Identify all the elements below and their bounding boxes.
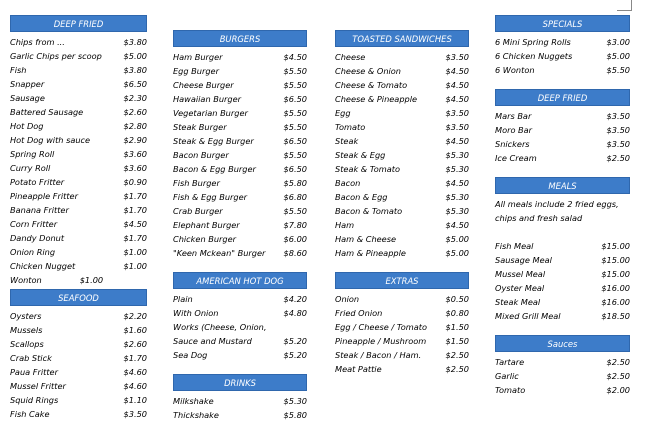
- item-price: $4.50: [445, 66, 469, 76]
- menu-item: [495, 49, 630, 63]
- item-price: $4.60: [123, 367, 147, 377]
- item-name: Egg: [335, 108, 351, 118]
- item-price: $4.50: [445, 178, 469, 188]
- item-price: $5.00: [445, 248, 469, 258]
- menu-item: [10, 175, 147, 189]
- item-price: $5.30: [445, 206, 469, 216]
- spacer: [173, 362, 307, 374]
- item-price: $4.50: [445, 80, 469, 90]
- item-name: Elephant Burger: [173, 220, 240, 230]
- menu-item: [495, 63, 630, 77]
- item-name: Cheese & Tomato: [335, 80, 408, 90]
- item-name: Mussel Meal: [495, 269, 546, 279]
- menu-item: [335, 190, 469, 204]
- menu-item: [173, 64, 307, 78]
- item-name: Garlic: [495, 371, 519, 381]
- menu-item: [173, 218, 307, 232]
- item-price: $3.80: [123, 65, 147, 75]
- menu-item: [495, 123, 630, 137]
- item-price: $6.50: [283, 164, 307, 174]
- item-price: $1.60: [123, 325, 147, 335]
- item-name: "Keen Mckean" Burger: [173, 248, 266, 258]
- item-name: Meat Pattie: [335, 364, 382, 374]
- spacer: [495, 225, 630, 239]
- spacer: [495, 323, 630, 335]
- item-price: $1.00: [123, 247, 147, 257]
- spacer: [495, 77, 630, 89]
- menu-item: [10, 35, 147, 49]
- item-price: $4.50: [445, 220, 469, 230]
- section-header-burgers: BURGERS: [173, 30, 307, 47]
- item-price: $5.00: [445, 234, 469, 244]
- item-name: Plain: [173, 294, 193, 304]
- menu-item: [335, 320, 469, 334]
- item-name: Steak Burger: [173, 122, 227, 132]
- menu-item: [173, 292, 307, 306]
- item-price: $0.90: [123, 177, 147, 187]
- menu-item: [10, 245, 147, 259]
- item-name: Oysters: [10, 311, 42, 321]
- item-price: $1.10: [123, 395, 147, 405]
- item-name: Oyster Meal: [495, 283, 545, 293]
- item-price: $4.50: [123, 219, 147, 229]
- item-price: $2.60: [123, 339, 147, 349]
- item-price: $4.50: [445, 136, 469, 146]
- menu-item: [495, 35, 630, 49]
- menu-item: [173, 190, 307, 204]
- menu-item: [10, 393, 147, 407]
- item-name: Chips from ...: [10, 37, 65, 47]
- item-name: Snapper: [10, 79, 45, 89]
- item-price: $0.50: [445, 294, 469, 304]
- section-header-specials: SPECIALS: [495, 15, 630, 32]
- item-name: Fish & Egg Burger: [173, 192, 247, 202]
- item-name: Pineapple Fritter: [10, 191, 78, 201]
- menu-item: [173, 162, 307, 176]
- menu-item: [173, 78, 307, 92]
- item-name: Spring Roll: [10, 149, 55, 159]
- menu-item: [335, 334, 469, 348]
- item-price: $5.80: [283, 410, 307, 420]
- item-name: Mussels: [10, 325, 43, 335]
- menu-item: [335, 246, 469, 260]
- menu-item: [10, 119, 147, 133]
- item-name: Ham & Cheese: [335, 234, 397, 244]
- item-name: Steak: [335, 136, 359, 146]
- section-header-drinks: DRINKS: [173, 374, 307, 391]
- item-name: Scallops: [10, 339, 44, 349]
- menu-item: [10, 323, 147, 337]
- item-name: Ice Cream: [495, 153, 537, 163]
- item-name: Fish: [10, 65, 27, 75]
- spacer: [173, 260, 307, 272]
- section-header-extras: EXTRAS: [335, 272, 469, 289]
- item-price: $4.80: [283, 308, 307, 318]
- item-price: $5.30: [445, 192, 469, 202]
- item-price: $15.00: [601, 269, 630, 279]
- item-price: $6.00: [283, 234, 307, 244]
- item-name: Paua Fritter: [10, 367, 58, 377]
- menu-item: [495, 267, 630, 281]
- menu-item: [335, 204, 469, 218]
- item-name: Steak / Bacon / Ham.: [335, 350, 422, 360]
- menu-item: [495, 309, 630, 323]
- item-name: Banana Fritter: [10, 205, 69, 215]
- item-name: Bacon & Tomato: [335, 206, 403, 216]
- item-name: Sauce and Mustard: [173, 336, 252, 346]
- item-name: Works (Cheese, Onion,: [173, 322, 267, 332]
- menu-item: [335, 64, 469, 78]
- section-header-toasted-sandwiches: TOASTED SANDWICHES: [335, 30, 469, 47]
- item-name: Pineapple / Mushroom: [335, 336, 427, 346]
- item-price: $1.50: [445, 336, 469, 346]
- item-price: $3.50: [606, 139, 630, 149]
- item-name: Fish Burger: [173, 178, 220, 188]
- item-price: $3.60: [123, 163, 147, 173]
- menu-item: [173, 232, 307, 246]
- item-price: $5.00: [606, 51, 630, 61]
- item-name: Curry Roll: [10, 163, 51, 173]
- item-price: $16.00: [601, 297, 630, 307]
- item-price: $5.30: [283, 396, 307, 406]
- menu-item: [335, 120, 469, 134]
- item-name: Ham: [335, 220, 355, 230]
- menu-item: [335, 218, 469, 232]
- menu-item: [10, 91, 147, 105]
- menu-item: [173, 246, 307, 260]
- section-items-extras: [335, 292, 469, 376]
- menu-item: [495, 239, 630, 253]
- item-name: Tomato: [335, 122, 366, 132]
- item-price: $5.30: [445, 164, 469, 174]
- item-price: $2.60: [123, 107, 147, 117]
- item-price: $4.50: [283, 52, 307, 62]
- item-name: Thickshake: [173, 410, 219, 420]
- item-price: $5.00: [123, 51, 147, 61]
- item-name: Fish Meal: [495, 241, 534, 251]
- section-header-seafood: SEAFOOD: [10, 289, 147, 306]
- item-price: $5.50: [283, 80, 307, 90]
- menu-item: [173, 176, 307, 190]
- section-items-meals: [495, 239, 630, 323]
- section-header-deep-fried: DEEP FRIED: [10, 15, 147, 32]
- menu-item: [10, 63, 147, 77]
- item-name: Bacon & Egg: [335, 192, 388, 202]
- item-name: Chicken Burger: [173, 234, 237, 244]
- menu-item: [10, 161, 147, 175]
- menu-item: [335, 50, 469, 64]
- item-price: $2.50: [445, 364, 469, 374]
- item-price: $3.50: [123, 409, 147, 419]
- item-name: Steak & Egg Burger: [173, 136, 254, 146]
- section-header-deep-fried-desserts: DEEP FRIED: [495, 89, 630, 106]
- item-price: $5.50: [606, 65, 630, 75]
- item-price: $15.00: [601, 241, 630, 251]
- menu-item: [335, 92, 469, 106]
- item-name: Sea Dog: [173, 350, 208, 360]
- menu-item: [173, 120, 307, 134]
- item-price: $5.50: [283, 206, 307, 216]
- item-price: $4.20: [283, 294, 307, 304]
- item-name: Mars Bar: [495, 111, 532, 121]
- item-name: Fried Onion: [335, 308, 383, 318]
- item-price: $5.50: [283, 108, 307, 118]
- menu-item: [10, 273, 147, 287]
- menu-item: [173, 148, 307, 162]
- item-price: $2.80: [123, 121, 147, 131]
- item-price: $2.30: [123, 93, 147, 103]
- item-name: 6 Wonton: [495, 65, 535, 75]
- section-items-drinks: [173, 394, 307, 422]
- section-items-toasted-sandwiches: [335, 50, 469, 260]
- item-price: $2.00: [606, 385, 630, 395]
- menu-item: [173, 306, 307, 320]
- menu-item: [335, 148, 469, 162]
- menu-item: [335, 348, 469, 362]
- item-price: $5.50: [283, 66, 307, 76]
- item-price: $5.50: [283, 150, 307, 160]
- menu-item: [495, 383, 630, 397]
- item-price: $3.50: [445, 122, 469, 132]
- column-4: [495, 15, 630, 397]
- item-name: Moro Bar: [495, 125, 533, 135]
- item-price: $1.70: [123, 205, 147, 215]
- item-name: Chicken Nugget: [10, 261, 76, 271]
- item-name: Egg Burger: [173, 66, 219, 76]
- item-name: 6 Mini Spring Rolls: [495, 37, 571, 47]
- menu-item: [173, 334, 307, 348]
- menu-item: [10, 231, 147, 245]
- item-name: Steak & Tomato: [335, 164, 401, 174]
- spacer: [495, 165, 630, 177]
- menu-item: [173, 50, 307, 64]
- column-2: [173, 30, 307, 422]
- menu-item: [335, 78, 469, 92]
- menu-item: [335, 362, 469, 376]
- item-name: Crab Stick: [10, 353, 52, 363]
- menu-item: [335, 232, 469, 246]
- item-name: Hot Dog: [10, 121, 44, 131]
- section-header-american-hot-dog: AMERICAN HOT DOG: [173, 272, 307, 289]
- menu-item: [173, 348, 307, 362]
- item-price: $4.50: [445, 94, 469, 104]
- column-3: [335, 30, 469, 376]
- item-price: $2.20: [123, 311, 147, 321]
- item-name: Garlic Chips per scoop: [10, 51, 102, 61]
- item-price: $2.90: [123, 135, 147, 145]
- item-name: Cheese & Pineapple: [335, 94, 418, 104]
- menu-item: [495, 355, 630, 369]
- item-price: $3.60: [123, 149, 147, 159]
- menu-item: [495, 253, 630, 267]
- menu-item: [10, 147, 147, 161]
- item-price: $3.50: [606, 125, 630, 135]
- item-name: Cheese & Onion: [335, 66, 401, 76]
- item-name: Milkshake: [173, 396, 214, 406]
- menu-item: [335, 162, 469, 176]
- item-price: $1.00: [123, 261, 147, 271]
- item-price: $5.30: [445, 150, 469, 160]
- item-name: Hot Dog with sauce: [10, 135, 91, 145]
- section-items-burgers: [173, 50, 307, 260]
- item-name: Sausage Meal: [495, 255, 552, 265]
- menu-item: [10, 133, 147, 147]
- item-price: $3.50: [606, 111, 630, 121]
- menu-item: [10, 407, 147, 421]
- item-name: Battered Sausage: [10, 107, 84, 117]
- item-price: $4.60: [123, 381, 147, 391]
- item-price: $1.70: [123, 233, 147, 243]
- item-price: $1.70: [123, 191, 147, 201]
- item-price: $3.50: [445, 108, 469, 118]
- item-price: $7.80: [283, 220, 307, 230]
- item-name: Bacon: [335, 178, 361, 188]
- item-name: Fish Cake: [10, 409, 50, 419]
- page-corner-mark: [617, 0, 632, 11]
- menu-item: [335, 176, 469, 190]
- meals-note: All meals include 2 fried eggs, chips and fresh salad: [495, 199, 619, 223]
- item-name: Bacon Burger: [173, 150, 229, 160]
- item-name: Cheese Burger: [173, 80, 234, 90]
- item-price: $1.70: [123, 353, 147, 363]
- item-price: $1.00: [79, 275, 104, 285]
- menu-item: [173, 320, 307, 334]
- menu-item: [10, 49, 147, 63]
- item-price: $1.50: [445, 322, 469, 332]
- menu-item: [10, 379, 147, 393]
- section-items-seafood: [10, 309, 147, 421]
- item-name: With Onion: [173, 308, 219, 318]
- item-name: Mixed Grill Meal: [495, 311, 561, 321]
- menu-item: [10, 203, 147, 217]
- menu-item: [495, 295, 630, 309]
- item-name: Steak Meal: [495, 297, 541, 307]
- item-name: Snickers: [495, 139, 530, 149]
- item-name: Sausage: [10, 93, 45, 103]
- menu-item: [173, 204, 307, 218]
- menu-item: [335, 134, 469, 148]
- item-name: Cheese: [335, 52, 366, 62]
- item-name: Potato Fritter: [10, 177, 65, 187]
- item-name: Mussel Fritter: [10, 381, 66, 391]
- menu-item: [335, 292, 469, 306]
- menu-item: [10, 189, 147, 203]
- menu-item: [10, 77, 147, 91]
- item-price: $5.50: [283, 122, 307, 132]
- item-price: $3.50: [445, 52, 469, 62]
- menu-item: [495, 151, 630, 165]
- menu-item: [495, 281, 630, 295]
- menu-item: [10, 217, 147, 231]
- item-price: $3.00: [606, 37, 630, 47]
- item-price: $2.50: [445, 350, 469, 360]
- menu-item: [10, 337, 147, 351]
- menu-item: [173, 106, 307, 120]
- section-items-deep-fried-desserts: [495, 109, 630, 165]
- item-name: Corn Fritter: [10, 219, 58, 229]
- item-name: Wonton: [10, 275, 42, 285]
- menu-item: [10, 365, 147, 379]
- menu-item: [10, 309, 147, 323]
- spacer: [335, 260, 469, 272]
- item-price: $0.80: [445, 308, 469, 318]
- item-price: $2.50: [606, 357, 630, 367]
- menu-item: [173, 408, 307, 422]
- section-items-deep-fried: [10, 35, 147, 287]
- item-price: $16.00: [601, 283, 630, 293]
- item-price: $2.50: [606, 153, 630, 163]
- item-name: Tomato: [495, 385, 526, 395]
- menu-item: [335, 306, 469, 320]
- item-name: Bacon & Egg Burger: [173, 164, 256, 174]
- item-price: $6.50: [123, 79, 147, 89]
- item-price: $18.50: [601, 311, 630, 321]
- item-name: Crab Burger: [173, 206, 223, 216]
- item-name: Dandy Donut: [10, 233, 65, 243]
- menu-item: [10, 351, 147, 365]
- item-name: Onion: [335, 294, 360, 304]
- item-price: $15.00: [601, 255, 630, 265]
- item-name: Ham Burger: [173, 52, 223, 62]
- item-name: Onion Ring: [10, 247, 56, 257]
- item-price: $6.80: [283, 192, 307, 202]
- item-name: Steak & Egg: [335, 150, 386, 160]
- item-name: Tartare: [495, 357, 525, 367]
- item-name: Squid Rings: [10, 395, 59, 405]
- item-name: Hawaiian Burger: [173, 94, 242, 104]
- menu-item: [495, 137, 630, 151]
- item-price: $5.20: [283, 336, 307, 346]
- menu-item: [495, 109, 630, 123]
- menu-item: [10, 259, 147, 273]
- section-header-meals: MEALS: [495, 177, 630, 194]
- column-1: [10, 15, 147, 421]
- menu-item: [173, 394, 307, 408]
- item-price: $3.80: [123, 37, 147, 47]
- menu-item: [495, 369, 630, 383]
- item-price: $5.80: [283, 178, 307, 188]
- section-header-sauces: Sauces: [495, 335, 630, 352]
- item-price: $5.20: [283, 350, 307, 360]
- item-name: Egg / Cheese / Tomato: [335, 322, 427, 332]
- item-name: Ham & Pineapple: [335, 248, 406, 258]
- section-items-specials: [495, 35, 630, 77]
- item-name: Vegetarian Burger: [173, 108, 248, 118]
- item-price: $6.50: [283, 94, 307, 104]
- menu-item: [173, 134, 307, 148]
- menu-item: [173, 92, 307, 106]
- section-items-sauces: [495, 355, 630, 397]
- section-items-american-hot-dog: [173, 292, 307, 362]
- item-price: $6.50: [283, 136, 307, 146]
- item-price: $2.50: [606, 371, 630, 381]
- item-name: 6 Chicken Nuggets: [495, 51, 573, 61]
- menu-item: [10, 105, 147, 119]
- menu-item: [335, 106, 469, 120]
- item-price: $8.60: [283, 248, 307, 258]
